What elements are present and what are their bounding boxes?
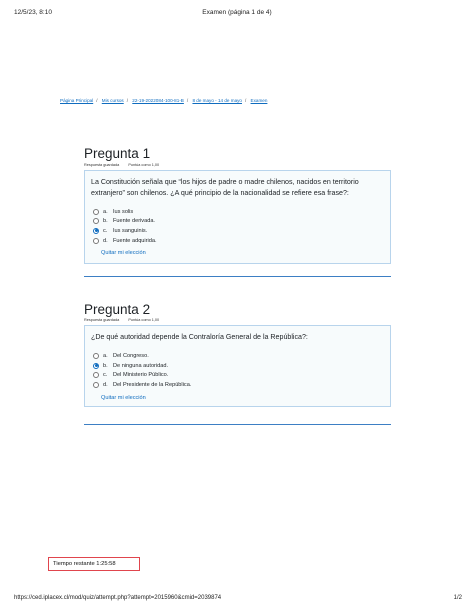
question-title-word: Pregunta bbox=[84, 302, 139, 317]
question-2-answers bbox=[85, 352, 390, 390]
answer-text: Del Ministerio Público. bbox=[113, 372, 169, 379]
question-1-answers bbox=[85, 207, 390, 245]
breadcrumb bbox=[60, 98, 267, 103]
answer-text: Ius solis bbox=[113, 208, 134, 215]
breadcrumb-separator: / bbox=[244, 98, 247, 103]
question-score: Puntúa como 1,00 bbox=[128, 318, 160, 322]
answer-letter: a. bbox=[103, 353, 108, 360]
question-score: Puntúa como 1,00 bbox=[128, 163, 160, 167]
question-divider bbox=[84, 276, 391, 277]
breadcrumb-home-link[interactable]: Página Principal bbox=[60, 98, 94, 103]
breadcrumb-exam-link[interactable]: Examen bbox=[250, 98, 268, 103]
answer-text: Del Congreso. bbox=[113, 353, 149, 360]
print-page-title: Examen (página 1 de 4) bbox=[202, 9, 272, 16]
answer-text: Fuente derivada. bbox=[113, 218, 155, 225]
clear-choice-link[interactable]: Quitar mi elección bbox=[101, 394, 146, 401]
answer-letter: c. bbox=[103, 227, 108, 234]
print-footer-page: 1/2 bbox=[453, 595, 462, 601]
answer-option[interactable] bbox=[93, 207, 390, 217]
breadcrumb-course-link[interactable]: 22-19-2022084-100-81-B bbox=[132, 98, 184, 103]
answer-letter: a. bbox=[103, 208, 108, 215]
answer-letter: b. bbox=[103, 218, 108, 225]
answer-option[interactable] bbox=[93, 361, 390, 371]
question-status: Respuesta guardada bbox=[84, 318, 120, 322]
question-1-text: La Constitución señala que “los hijos de padre o madre chilenos, nacidos en territorio extranjero” son chilenos. ¿A qué principio de la nacionalidad se refiere esa frase?: bbox=[91, 178, 359, 197]
print-footer-url: https://ced.iplacex.cl/mod/quiz/attempt.php?attempt=2015960&cmid=2039874 bbox=[14, 595, 222, 601]
question-number: 1 bbox=[142, 146, 151, 161]
question-1-box bbox=[84, 170, 391, 264]
question-status: Respuesta guardada bbox=[84, 163, 120, 167]
breadcrumb-separator: / bbox=[96, 98, 98, 103]
radio-button-selected[interactable] bbox=[93, 228, 99, 234]
answer-text: Ius sanguinis. bbox=[113, 227, 148, 234]
radio-button[interactable] bbox=[93, 372, 99, 378]
radio-button[interactable] bbox=[93, 382, 99, 388]
answer-option[interactable] bbox=[93, 217, 390, 227]
question-2-box bbox=[84, 325, 391, 407]
radio-button[interactable] bbox=[93, 218, 99, 224]
answer-option[interactable] bbox=[93, 371, 390, 381]
question-title-word: Pregunta bbox=[84, 146, 139, 161]
answer-option[interactable] bbox=[93, 226, 390, 236]
question-2-meta bbox=[84, 318, 159, 322]
answer-letter: d. bbox=[103, 382, 108, 389]
breadcrumb-week-link[interactable]: 8 de mayo - 14 de mayo bbox=[192, 98, 242, 103]
time-remaining-label: Tiempo restante 1:25:58 bbox=[53, 561, 116, 567]
radio-button-selected[interactable] bbox=[93, 363, 99, 369]
answer-option[interactable] bbox=[93, 352, 390, 362]
question-1-title bbox=[84, 146, 150, 161]
breadcrumb-separator: / bbox=[186, 98, 189, 103]
radio-button[interactable] bbox=[93, 238, 99, 244]
breadcrumb-my-courses-link[interactable]: Mis cursos bbox=[101, 98, 124, 103]
question-number: 2 bbox=[142, 302, 151, 317]
question-2-text: ¿De qué autoridad depende la Contraloría General de la República?: bbox=[91, 333, 308, 341]
answer-letter: c. bbox=[103, 372, 108, 379]
question-1-meta bbox=[84, 163, 159, 167]
answer-letter: d. bbox=[103, 237, 108, 244]
print-datetime: 12/5/23, 8:10 bbox=[14, 9, 52, 16]
question-2-title bbox=[84, 302, 150, 317]
answer-option[interactable] bbox=[93, 380, 390, 390]
breadcrumb-separator: / bbox=[126, 98, 128, 103]
answer-text: De ninguna autoridad. bbox=[113, 362, 169, 369]
answer-letter: b. bbox=[103, 362, 108, 369]
question-divider bbox=[84, 424, 391, 425]
answer-option[interactable] bbox=[93, 236, 390, 246]
answer-text: Del Presidente de la República. bbox=[113, 382, 192, 389]
radio-button[interactable] bbox=[93, 353, 99, 359]
clear-choice-link[interactable]: Quitar mi elección bbox=[101, 250, 146, 257]
time-remaining-box bbox=[48, 557, 140, 571]
answer-text: Fuente adquirida. bbox=[113, 237, 157, 244]
radio-button[interactable] bbox=[93, 209, 99, 215]
